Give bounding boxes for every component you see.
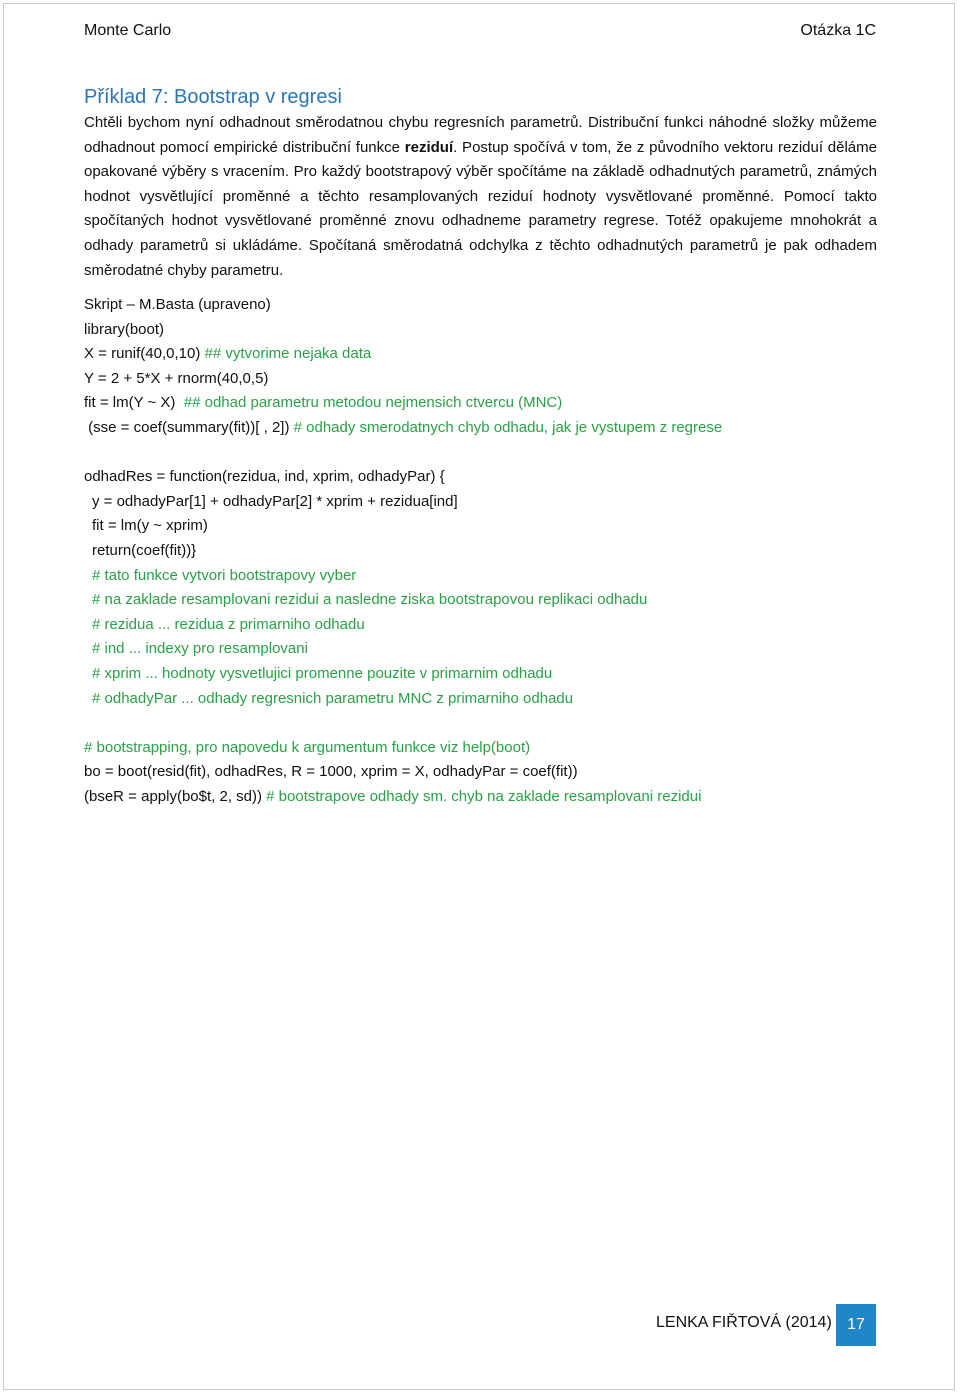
code-text: X = runif(40,0,10) [84, 345, 205, 363]
code-text: odhadRes = function(rezidua, ind, xprim, odhadyPar) { [84, 468, 445, 486]
header-left: Monte Carlo [84, 22, 172, 39]
code-line [84, 465, 877, 490]
code-comment: # bootstrapping, pro napovedu k argumentum funkce viz help(boot) [84, 738, 531, 756]
code-comment: # odhady smerodatnych chyb odhadu, jak je vystupem z regrese [293, 418, 723, 436]
code-text: y = odhadyPar[1] + odhadyPar[2] * xprim + rezidua[ind] [92, 492, 458, 510]
code-text: (sse = coef(summary(fit))[ , 2]) [84, 418, 294, 436]
code-text: return(coef(fit))} [92, 541, 197, 559]
code-line [84, 613, 877, 638]
code-line [84, 318, 877, 343]
code-text: fit = lm(y ~ xprim) [92, 517, 208, 535]
code-line [84, 391, 877, 416]
code-comment: # tato funkce vytvori bootstrapovy vyber [92, 566, 357, 584]
code-comment: ## odhad parametru metodou nejmensich ctvercu (MNC) [183, 394, 563, 412]
code-line [84, 539, 877, 564]
code-text: fit = lm(Y ~ X) [84, 394, 184, 412]
page-number: 17 [847, 1316, 865, 1333]
code-comment: # na zaklade resamplovani rezidui a nasledne ziska bootstrapovou replikaci odhadu [92, 591, 648, 609]
code-comment: # bootstrapove odhady sm. chyb na zaklade resamplovani rezidui [266, 787, 702, 805]
code-line [84, 687, 877, 712]
paragraph-text-2: . Postup spočívá v tom, že z původního vektoru reziduí děláme opakované výběry s vracením. Pro každý bootstrapový výběr spočítáme na základě odhadnutých parametrů, známých hodnot vysvětlující proměnné a těchto resamplovaných reziduí hodnoty vysvětlované proměnné. Pomocí takto spočítaných hodnot vysvětlované proměnné znovu odhadneme parametry regrese. Totéž opakujeme mnohokrát a odhady parametrů si ukládáme. Spočítaná směrodatná odchylka z těchto odhadnutých parametrů je pak odhadem směrodatné chyby parametru. [84, 138, 877, 279]
code-comment: # rezidua ... rezidua z primarniho odhadu [92, 615, 365, 633]
blank-line [84, 711, 877, 736]
code-text: Y = 2 + 5*X + rnorm(40,0,5) [84, 369, 269, 387]
paragraph-bold: reziduí [404, 138, 454, 156]
code-line [84, 514, 877, 539]
code-text: library(boot) [84, 320, 165, 338]
body-paragraph [84, 111, 877, 283]
code-line [84, 367, 877, 392]
header-right: Otázka 1C [800, 22, 876, 39]
code-line [84, 490, 877, 515]
page-header [84, 22, 876, 46]
code-comment: # ind ... indexy pro resamplovani [92, 640, 308, 658]
code-comment: ## vytvorime nejaka data [204, 345, 372, 363]
code-line [84, 637, 877, 662]
code-comment: # xprim ... hodnoty vysvetlujici promenne pouzite v primarnim odhadu [92, 664, 553, 682]
code-line [84, 785, 877, 810]
code-line [84, 662, 877, 687]
code-text: (bseR = apply(bo$t, 2, sd)) [84, 787, 267, 805]
code-comment: # odhadyPar ... odhady regresnich parametru MNC z primarniho odhadu [92, 689, 574, 707]
code-line [84, 736, 877, 761]
script-credit: Skript – M.Basta (upraveno) [84, 296, 271, 313]
code-block [84, 293, 877, 809]
code-line [84, 588, 877, 613]
code-text: bo = boot(resid(fit), odhadRes, R = 1000, xprim = X, odhadyPar = coef(fit)) [84, 763, 578, 781]
code-line [84, 760, 877, 785]
footer-author: LENKA FIŘTOVÁ (2014) [656, 1314, 832, 1331]
code-line [84, 564, 877, 589]
code-line [84, 342, 877, 367]
paragraph-text-1: Chtěli bychom nyní odhadnout směrodatnou chybu regresních parametrů. Distribuční funkci náhodné složky můžeme odhadnout pomocí empirické distribuční funkce [84, 114, 877, 156]
code-line [84, 293, 877, 318]
page-number-badge [836, 1304, 876, 1346]
code-line [84, 416, 877, 441]
section-title: Příklad 7: Bootstrap v regresi [84, 86, 342, 108]
blank-line [84, 441, 877, 466]
